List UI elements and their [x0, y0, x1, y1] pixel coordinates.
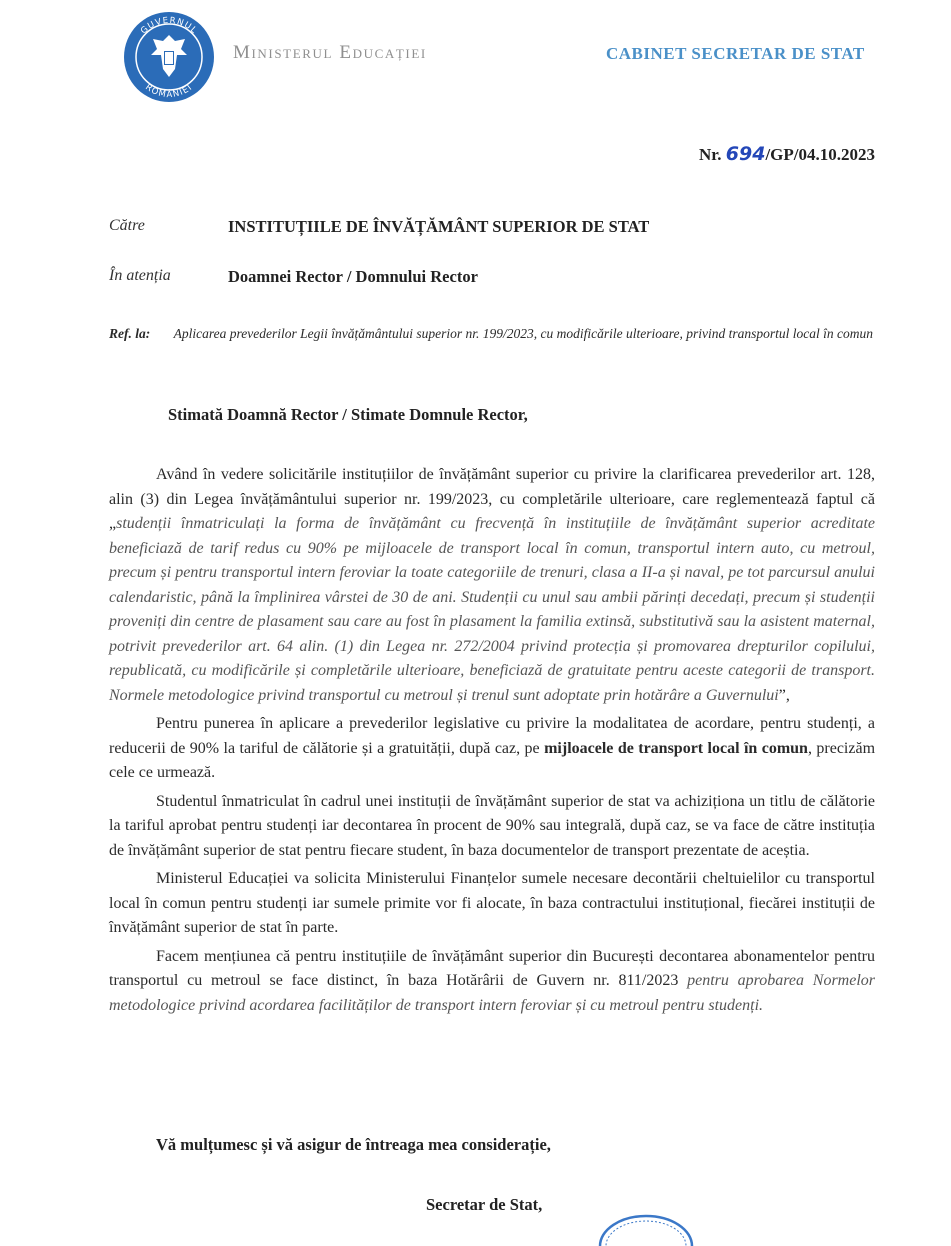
- reference: [109, 324, 875, 344]
- to-value: INSTITUȚIILE DE ÎNVĂȚĂMÂNT SUPERIOR DE STAT: [228, 217, 650, 236]
- to-label: Către: [109, 217, 145, 234]
- p2-bold: mijloacele de transport local în comun: [544, 739, 808, 757]
- romanian-government-seal: [123, 11, 215, 103]
- attention-value: Doamnei Rector / Domnului Rector: [228, 267, 478, 286]
- ministry-name: Ministerul Educației: [233, 42, 427, 63]
- paragraph-3: Studentul înmatriculat în cadrul unei instituții de învățământ superior de stat va achiziționa un titlu de călătorie la tariful aprobat pentru studenți iar decontarea în procent de 90% sau integrală, după caz, se va face de către instituția de învățământ superior de stat pentru fiecare student, în baza documentelor de transport prezentate de aceștia.: [109, 792, 875, 859]
- cabinet-title: CABINET SECRETAR DE STAT: [606, 44, 865, 63]
- svg-text:GUVERNUL: GUVERNUL: [138, 15, 200, 37]
- signer-title: Secretar de Stat,: [426, 1195, 543, 1214]
- paragraph-4: Ministerul Educației va solicita Ministerului Finanțelor sumele necesare decontării cheltuielilor cu transportul local în comun pentru studenți iar sumele primite vor fi alocate, în baza contractului instituțional, fiecărei instituții de învățământ superior de stat în parte.: [109, 870, 875, 936]
- stamp-icon: [596, 1206, 696, 1246]
- paragraph-2: [109, 712, 875, 786]
- handwritten-number: 694: [725, 143, 766, 165]
- p5-italic: pentru aprobarea Normelor metodologice privind acordarea facilităților de transport intern feroviar și cu metroul pentru studenți.: [109, 972, 875, 1014]
- number-suffix: /GP/04.10.2023: [765, 145, 875, 164]
- number-prefix: Nr.: [699, 145, 722, 164]
- p5-lead: Facem mențiunea că pentru instituțiile de învățământ superior din București decontarea abonamentelor pentru transportul cu metroul se face distinct, în baza Hotărârii de Guvern nr. 811/2023: [109, 947, 875, 989]
- paragraph-5: [109, 945, 875, 1019]
- svg-text:ROMÂNIEI: ROMÂNIEI: [143, 82, 195, 101]
- p1-end: ”,: [778, 686, 790, 704]
- greeting: Stimată Doamnă Rector / Stimate Domnule Rector,: [168, 405, 528, 424]
- p2-end: , precizăm cele ce urmează.: [109, 739, 876, 781]
- reference-label: Ref. la:: [109, 326, 151, 341]
- document-number: [699, 143, 875, 165]
- paragraph-1: [109, 463, 875, 708]
- letter-body: [109, 463, 875, 1018]
- p2-lead: Pentru punerea în aplicare a prevederilor legislative cu privire la modalitatea de acordare, pentru studenți, a reducerii de 90% la tariful de călătorie și a gratuității, după caz, pe: [109, 715, 875, 757]
- p1-quote: studenții înmatriculați la forma de învățământ cu frecvență în instituțiile de învățământ superior acreditate beneficiază de tarif redus cu 90% pe mijloacele de transport local în comun, transportul intern auto, cu metroul, precum și pentru transportul intern feroviar la toate categoriile de trenuri, clasa a II-a și naval, pe tot parcursul anului calendaristic, până la împlinirea vârstei de 30 de ani. Studenții cu unul sau ambii părinți decedați, precum și studenții proveniți din centre de plasament sau care au fost în plasament la familia extinsă, substitutivă sau la asistent maternal, potrivit prevederilor art. 64 alin. (1) din Legea nr. 272/2004 privind protecția și promovarea drepturilor copilului, republicată, cu modificările și completările ulterioare, beneficiază de gratuitate pentru aceste categorii de transport. Normele metodologice privind transportul cu metroul și trenul sunt adoptate prin hotărâre a Guvernului: [109, 515, 875, 704]
- reference-text: Aplicarea prevederilor Legii învățământului superior nr. 199/2023, cu modificările ulterioare, privind transportul local în comun: [173, 326, 873, 341]
- closing: Vă mulțumesc și vă asigur de întreaga mea considerație,: [156, 1135, 551, 1154]
- p1-lead: Având în vedere solicitările instituțiilor de învățământ superior cu privire la clarificarea prevederilor art. 128, alin (3) din Legea învățământului superior nr. 199/2023, cu completările ulterioare, care reglementează faptul că „: [109, 466, 875, 532]
- attention-label: În atenția: [109, 267, 171, 284]
